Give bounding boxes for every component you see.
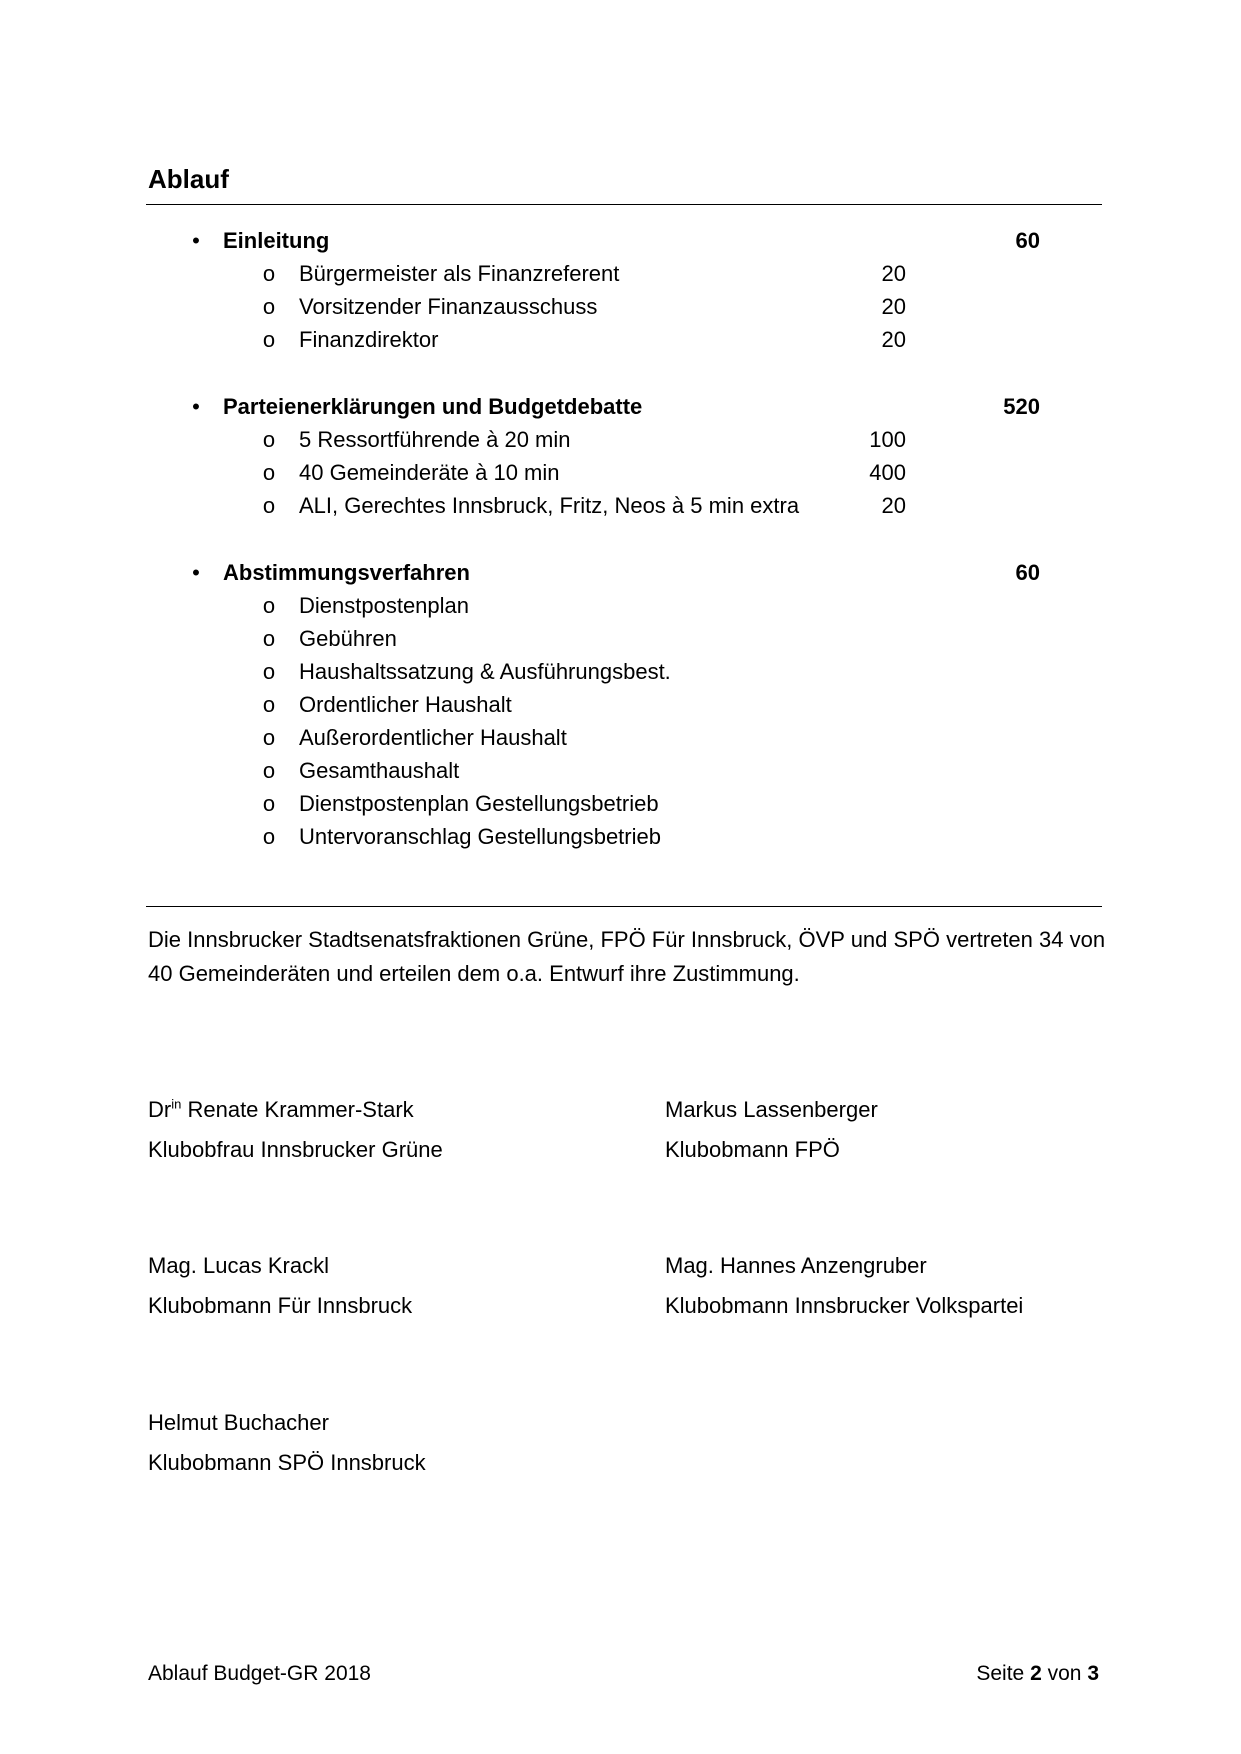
sub-bullet-icon: o	[262, 692, 276, 717]
page-current: 2	[1030, 1662, 1042, 1685]
signatory-role: Klubobfrau Innsbrucker Grüne	[148, 1137, 443, 1162]
item-label: Haushaltssatzung & Ausführungsbest.	[299, 659, 671, 684]
agenda-item	[0, 458, 1241, 488]
item-label: Vorsitzender Finanzausschuss	[299, 294, 598, 319]
sub-bullet-icon: o	[262, 626, 276, 651]
item-minutes: 400	[869, 460, 906, 485]
agenda-section	[0, 392, 1241, 422]
item-minutes: 100	[869, 427, 906, 452]
item-label: Gesamthaushalt	[299, 758, 460, 783]
item-label: Außerordentlicher Haushalt	[299, 725, 567, 750]
item-label: Gebühren	[299, 626, 397, 651]
signatory-4	[665, 1252, 1024, 1318]
page-total: 3	[1087, 1662, 1099, 1685]
signatory-role: Klubobmann Für Innsbruck	[148, 1293, 413, 1318]
signatory-name: Helmut Buchacher	[148, 1410, 329, 1435]
sub-bullet-icon: o	[262, 725, 276, 750]
signatory-name-text: Renate Krammer-Stark	[187, 1097, 414, 1122]
title-prefix-superscript: in	[171, 1096, 182, 1112]
sub-bullet-icon: o	[262, 427, 276, 452]
item-label: ALI, Gerechtes Innsbruck, Fritz, Neos à 5 min extra	[299, 493, 800, 518]
signatory-role: Klubobmann Innsbrucker Volkspartei	[665, 1293, 1024, 1318]
title-divider	[146, 204, 1102, 205]
agenda-item	[0, 723, 1241, 753]
page-prefix: Seite	[976, 1662, 1025, 1685]
section-label: Einleitung	[223, 228, 330, 253]
bullet-icon: •	[192, 228, 200, 253]
item-label: Bürgermeister als Finanzreferent	[299, 261, 620, 286]
agenda-item	[0, 624, 1241, 654]
sub-bullet-icon: o	[262, 659, 276, 684]
item-minutes: 20	[881, 294, 906, 319]
agenda-item	[0, 325, 1241, 355]
title-prefix: Dr	[148, 1097, 172, 1122]
signatory-5	[148, 1409, 426, 1475]
agenda-item	[0, 491, 1241, 521]
bullet-icon: •	[192, 560, 200, 585]
section-total: 60	[1015, 228, 1040, 253]
item-label: Ordentlicher Haushalt	[299, 692, 512, 717]
sub-bullet-icon: o	[262, 294, 276, 319]
item-label: Dienstpostenplan	[299, 593, 470, 618]
item-minutes: 20	[881, 493, 906, 518]
agenda-item	[0, 756, 1241, 786]
signatory-role: Klubobmann SPÖ Innsbruck	[148, 1450, 426, 1475]
sub-bullet-icon: o	[262, 460, 276, 485]
footer-document-title: Ablauf Budget-GR 2018	[148, 1662, 371, 1685]
page-separator: von	[1047, 1662, 1082, 1685]
bullet-icon: •	[192, 394, 200, 419]
sub-bullet-icon: o	[262, 824, 276, 849]
signatory-name	[148, 1096, 414, 1124]
section-total: 60	[1015, 560, 1040, 585]
signatory-1	[148, 1096, 443, 1162]
agenda-item	[0, 259, 1241, 289]
section-total: 520	[1003, 394, 1040, 419]
item-label: 40 Gemeinderäte à 10 min	[299, 460, 560, 485]
signatory-role: Klubobmann FPÖ	[665, 1137, 840, 1162]
item-minutes: 20	[881, 261, 906, 286]
item-label: Dienstpostenplan Gestellungsbetrieb	[299, 791, 659, 816]
sub-bullet-icon: o	[262, 493, 276, 518]
section-label: Parteienerklärungen und Budgetdebatte	[223, 394, 643, 419]
agenda-item	[0, 822, 1241, 852]
agenda-section	[0, 558, 1241, 588]
agenda-item	[0, 657, 1241, 687]
page-title: Ablauf	[148, 164, 229, 194]
approval-statement: Die Innsbrucker Stadtsenatsfraktionen Grüne, FPÖ Für Innsbruck, ÖVP und SPÖ vertreten 34 von 40 Gemeinderäten und erteilen dem o.a. Entwurf ihre Zustimmung.	[148, 927, 1106, 986]
agenda-item	[0, 425, 1241, 455]
sub-bullet-icon: o	[262, 261, 276, 286]
signatory-2	[665, 1096, 878, 1162]
signatory-name: Mag. Hannes Anzengruber	[665, 1253, 927, 1278]
signatory-name: Mag. Lucas Krackl	[148, 1253, 329, 1278]
item-label: Finanzdirektor	[299, 327, 439, 352]
sub-bullet-icon: o	[262, 758, 276, 783]
agenda-item	[0, 292, 1241, 322]
agenda-item	[0, 789, 1241, 819]
agenda-item	[0, 690, 1241, 720]
sub-bullet-icon: o	[262, 593, 276, 618]
section-divider	[146, 906, 1102, 907]
signatory-3	[148, 1252, 413, 1318]
item-minutes: 20	[881, 327, 906, 352]
sub-bullet-icon: o	[262, 327, 276, 352]
signatory-name: Markus Lassenberger	[665, 1097, 878, 1122]
agenda-item	[0, 591, 1241, 621]
item-label: Untervoranschlag Gestellungsbetrieb	[299, 824, 661, 849]
sub-bullet-icon: o	[262, 791, 276, 816]
item-label: 5 Ressortführende à 20 min	[299, 427, 571, 452]
section-label: Abstimmungsverfahren	[223, 560, 470, 585]
agenda-section	[0, 226, 1241, 256]
footer-page-number	[976, 1662, 1099, 1686]
